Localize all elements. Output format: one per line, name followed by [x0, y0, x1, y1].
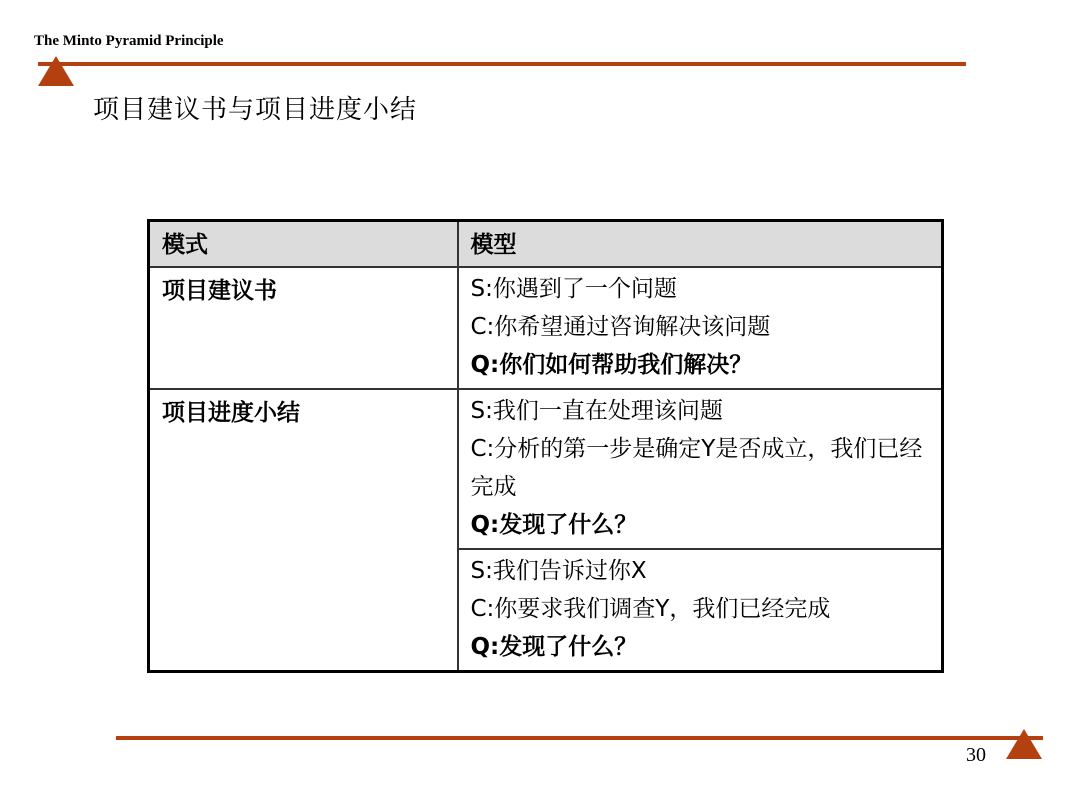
situation-line: S:我们一直在处理该问题	[470, 398, 723, 424]
question-line: Q:发现了什么？	[470, 634, 638, 660]
table-row	[149, 389, 943, 549]
slide-title: 项目建议书与项目进度小结	[93, 95, 418, 125]
complication-line: C:你要求我们调查Y，我们已经完成	[470, 596, 831, 622]
book-title: The Minto Pyramid Principle	[34, 33, 224, 49]
model-cell	[458, 389, 943, 549]
model-cell	[458, 267, 943, 389]
mode-cell-proposal: 项目建议书	[149, 267, 458, 389]
question-line: Q:你们如何帮助我们解决？	[470, 352, 753, 378]
complication-line: C:你希望通过咨询解决该问题	[470, 314, 771, 340]
top-divider	[38, 62, 966, 66]
situation-line: S:我们告诉过你X	[470, 558, 647, 584]
table-header-row	[149, 221, 943, 268]
complication-line: C:分析的第一步是确定Y是否成立，我们已经完成	[470, 436, 923, 500]
pyramid-icon	[38, 56, 74, 86]
page-number: 30	[966, 744, 986, 766]
model-cell	[458, 549, 943, 672]
situation-line: S:你遇到了一个问题	[470, 276, 677, 302]
column-header-model: 模型	[458, 221, 943, 268]
pattern-table	[147, 219, 944, 673]
bottom-divider	[116, 736, 1043, 740]
question-line: Q:发现了什么？	[470, 512, 638, 538]
mode-cell-progress-review: 项目进度小结	[149, 389, 458, 672]
table-row	[149, 267, 943, 389]
column-header-mode: 模式	[149, 221, 458, 268]
pyramid-icon	[1006, 729, 1042, 759]
